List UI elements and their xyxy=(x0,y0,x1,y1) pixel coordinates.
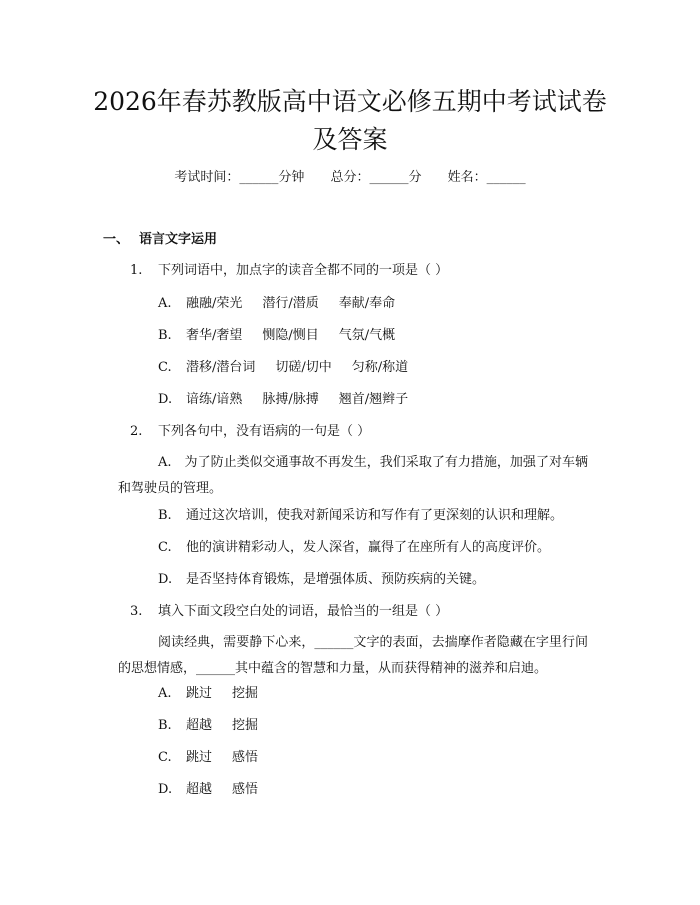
q3-option-b xyxy=(158,716,278,736)
q1-option-b xyxy=(158,326,415,346)
option-text: 通过这次培训，使我对新闻采访和写作有了更深刻的认识和理解。 xyxy=(186,508,564,523)
q1-option-a xyxy=(158,294,415,314)
option-word: 气氛/气概 xyxy=(338,328,396,343)
option-label: C. xyxy=(158,750,172,765)
q3-option-a xyxy=(158,684,278,704)
option-word: 切磋/切中 xyxy=(275,360,332,375)
exam-meta xyxy=(0,168,700,188)
option-word: 脉搏/脉搏 xyxy=(262,392,319,407)
option-label: A. xyxy=(158,686,172,701)
option-label: C. xyxy=(158,360,172,375)
option-word: 跳过 xyxy=(186,750,213,765)
option-text: 他的演讲精彩动人，发人深省，赢得了在座所有人的高度评价。 xyxy=(186,540,551,555)
question-number: 3. xyxy=(130,604,143,619)
option-label: D. xyxy=(158,392,173,407)
option-label: C. xyxy=(158,540,172,555)
page-title: 2026年春苏教版高中语文必修五期中考试试卷及答案 xyxy=(93,87,607,154)
option-label: B. xyxy=(158,328,172,343)
option-label: A. xyxy=(158,296,172,311)
option-label: D. xyxy=(158,572,173,587)
section-heading xyxy=(103,230,217,250)
question-text: 下列各句中，没有语病的一句是（ ） xyxy=(158,424,371,439)
question-text: 下列词语中，加点字的读音全都不同的一项是（ ） xyxy=(158,263,449,278)
option-text: 是否坚持体育锻炼，是增强体质、预防疾病的关键。 xyxy=(186,572,486,587)
q3-option-d xyxy=(158,780,278,800)
question-1 xyxy=(130,261,448,281)
q3-passage: 阅读经典，需要静下心来，______文字的表面，去揣摩作者隐藏在字里行间的思想情感，______其中蕴含的智慧和力量，从而获得精神的滋养和启迪。 xyxy=(118,635,588,676)
question-number: 2. xyxy=(130,424,143,439)
option-word: 挖掘 xyxy=(232,718,259,733)
section-number: 一、 xyxy=(103,232,130,247)
option-word: 超越 xyxy=(186,718,213,733)
option-word: 超越 xyxy=(186,782,213,797)
q1-option-d xyxy=(158,390,428,410)
question-number: 1. xyxy=(130,263,143,278)
option-label: B. xyxy=(158,718,172,733)
option-word: 挖掘 xyxy=(232,686,259,701)
option-word: 翘首/翘辫子 xyxy=(338,392,409,407)
q1-option-c xyxy=(158,358,428,378)
q2-option-b xyxy=(158,506,563,526)
option-word: 潜移/潜台词 xyxy=(186,360,256,375)
option-word: 匀称/称道 xyxy=(351,360,409,375)
option-label: D. xyxy=(158,782,173,797)
q3-option-c xyxy=(158,748,278,768)
option-word: 谙练/谙熟 xyxy=(186,392,243,407)
question-text: 填入下面文段空白处的词语，最恰当的一组是（ ） xyxy=(158,604,449,619)
q2-option-c xyxy=(158,538,550,558)
exam-name: 姓名：______ xyxy=(447,170,526,185)
option-word: 奉献/奉命 xyxy=(338,296,396,311)
section-title: 语言文字运用 xyxy=(139,232,218,247)
option-word: 融融/荣光 xyxy=(186,296,243,311)
option-word: 潜行/潜质 xyxy=(262,296,319,311)
exam-time: 考试时间：______分钟 xyxy=(174,170,305,185)
q2-option-a: A. 为了防止类似交通事故不再发生，我们采取了有力措施，加强了对车辆和驾驶员的管理。 xyxy=(118,455,588,496)
exam-score: 总分：______分 xyxy=(330,170,422,185)
q2-option-d xyxy=(158,570,485,590)
option-word: 感悟 xyxy=(232,750,259,765)
option-word: 恻隐/恻目 xyxy=(262,328,319,343)
question-2 xyxy=(130,422,370,442)
question-3 xyxy=(130,602,448,622)
option-word: 感悟 xyxy=(232,782,259,797)
option-label: B. xyxy=(158,508,172,523)
option-word: 奢华/奢望 xyxy=(186,328,243,343)
option-word: 跳过 xyxy=(186,686,213,701)
